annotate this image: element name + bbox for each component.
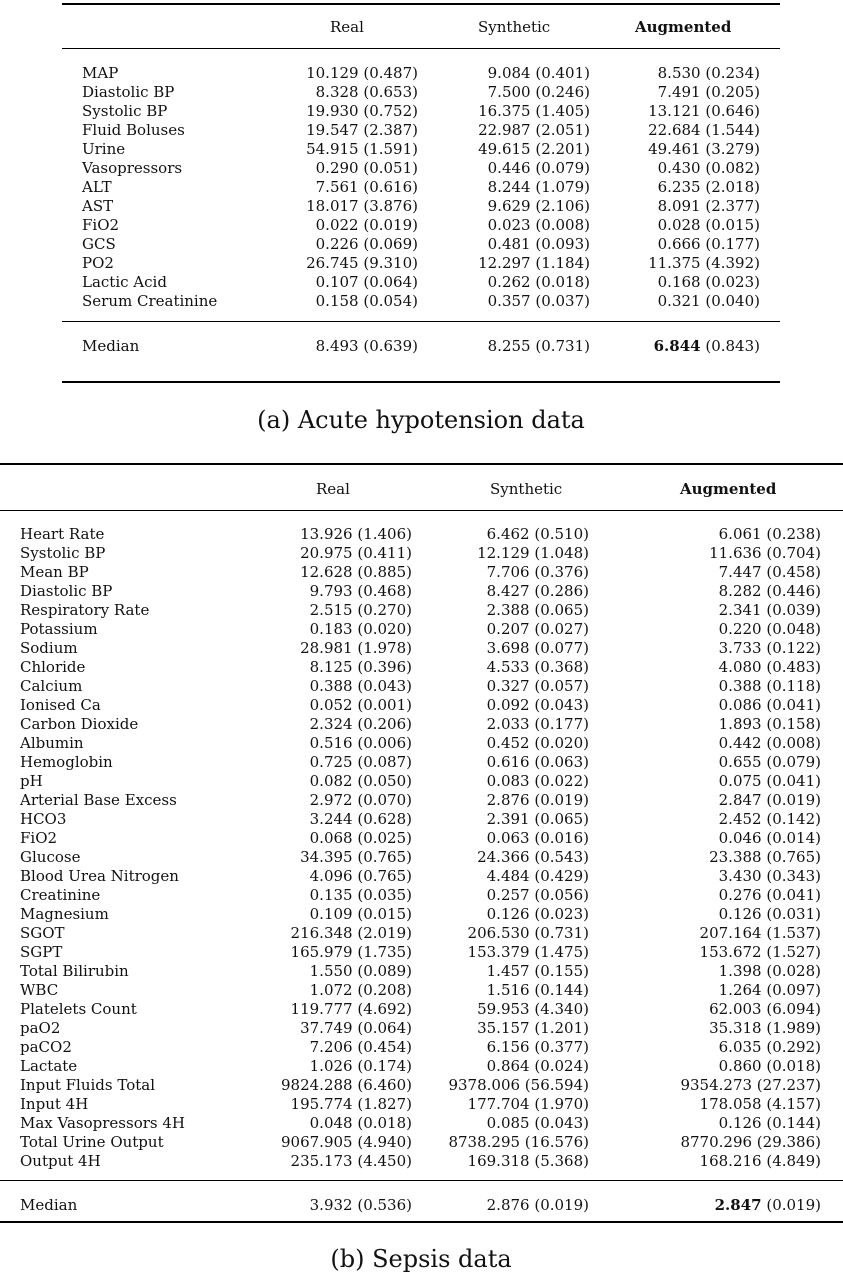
table-cell-real: 0.082 (0.050) [309, 772, 412, 790]
table-row-label: Systolic BP [20, 544, 106, 562]
table-cell-synthetic: 22.987 (2.051) [478, 121, 590, 139]
table-row-label: FiO2 [20, 829, 58, 847]
table-cell-synthetic: 9378.006 (56.594) [448, 1076, 589, 1094]
table-cell-synthetic: 12.297 (1.184) [478, 254, 590, 272]
table-row-label: paO2 [20, 1019, 61, 1037]
table-a-median-real: 8.493 (0.639) [315, 337, 418, 355]
table-cell-synthetic: 9.629 (2.106) [487, 197, 590, 215]
table-cell-real: 19.930 (0.752) [306, 102, 418, 120]
table-cell-augmented: 13.121 (0.646) [648, 102, 760, 120]
table-cell-synthetic: 153.379 (1.475) [467, 943, 589, 961]
table-row-label: Output 4H [20, 1152, 101, 1170]
table-cell-synthetic: 24.366 (0.543) [477, 848, 589, 866]
table-cell-augmented: 0.126 (0.031) [718, 905, 821, 923]
table-cell-real: 0.290 (0.051) [315, 159, 418, 177]
table-cell-synthetic: 0.023 (0.008) [487, 216, 590, 234]
table-cell-augmented: 22.684 (1.544) [648, 121, 760, 139]
table-row-label: Hemoglobin [20, 753, 113, 771]
table-cell-real: 1.072 (0.208) [309, 981, 412, 999]
table-cell-real: 216.348 (2.019) [290, 924, 412, 942]
table-b-header-augmented: Augmented [680, 480, 777, 498]
table-a-median-augmented [654, 337, 760, 356]
table-a-median-best-value: 6.844 [653, 337, 701, 355]
table-cell-synthetic: 49.615 (2.201) [478, 140, 590, 158]
table-cell-augmented: 23.388 (0.765) [709, 848, 821, 866]
table-b-top-rule [0, 463, 843, 465]
table-cell-augmented: 178.058 (4.157) [699, 1095, 821, 1113]
table-cell-synthetic: 0.864 (0.024) [486, 1057, 589, 1075]
table-cell-augmented: 0.126 (0.144) [718, 1114, 821, 1132]
table-cell-augmented: 8.091 (2.377) [657, 197, 760, 215]
table-row-label: SGOT [20, 924, 65, 942]
table-a-median-label: Median [82, 337, 140, 355]
table-b-median-synthetic: 2.876 (0.019) [486, 1196, 589, 1214]
table-cell-real: 2.515 (0.270) [309, 601, 412, 619]
table-cell-real: 8.328 (0.653) [315, 83, 418, 101]
table-cell-synthetic: 8.244 (1.079) [487, 178, 590, 196]
table-row-label: paCO2 [20, 1038, 72, 1056]
table-row-label: Glucose [20, 848, 81, 866]
table-cell-real: 119.777 (4.692) [290, 1000, 412, 1018]
table-cell-real: 12.628 (0.885) [300, 563, 412, 581]
table-cell-augmented: 7.447 (0.458) [718, 563, 821, 581]
table-a-caption: (a) Acute hypotension data [257, 406, 585, 434]
table-row-label: Platelets Count [20, 1000, 137, 1018]
table-row-label: SGPT [20, 943, 63, 961]
table-cell-synthetic: 0.085 (0.043) [486, 1114, 589, 1132]
table-cell-augmented: 1.893 (0.158) [718, 715, 821, 733]
table-cell-synthetic: 0.446 (0.079) [487, 159, 590, 177]
table-cell-augmented: 2.452 (0.142) [718, 810, 821, 828]
table-cell-augmented: 6.035 (0.292) [718, 1038, 821, 1056]
table-a-header-real: Real [330, 18, 364, 36]
table-row-label: Chloride [20, 658, 86, 676]
table-cell-synthetic: 0.083 (0.022) [486, 772, 589, 790]
table-cell-synthetic: 0.257 (0.056) [486, 886, 589, 904]
table-cell-augmented: 6.235 (2.018) [657, 178, 760, 196]
table-cell-augmented: 9354.273 (27.237) [680, 1076, 821, 1094]
table-row-label: Albumin [20, 734, 84, 752]
table-cell-real: 20.975 (0.411) [300, 544, 412, 562]
table-row-label: Magnesium [20, 905, 109, 923]
table-cell-real: 165.979 (1.735) [290, 943, 412, 961]
table-cell-augmented: 2.847 (0.019) [718, 791, 821, 809]
table-cell-real: 0.107 (0.064) [315, 273, 418, 291]
table-b-header-synthetic: Synthetic [490, 480, 563, 498]
table-cell-real: 26.745 (9.310) [306, 254, 418, 272]
table-row-label: Urine [82, 140, 126, 158]
table-cell-augmented: 4.080 (0.483) [718, 658, 821, 676]
table-b-median-best-value: 2.847 [714, 1196, 762, 1214]
table-cell-augmented: 0.220 (0.048) [718, 620, 821, 638]
table-cell-augmented: 0.655 (0.079) [718, 753, 821, 771]
table-cell-real: 34.395 (0.765) [300, 848, 412, 866]
table-cell-augmented: 168.216 (4.849) [699, 1152, 821, 1170]
table-a-median-synthetic: 8.255 (0.731) [487, 337, 590, 355]
table-cell-synthetic: 1.516 (0.144) [486, 981, 589, 999]
table-cell-real: 9824.288 (6.460) [281, 1076, 412, 1094]
table-b-mid-rule [0, 1180, 843, 1181]
table-cell-real: 0.725 (0.087) [309, 753, 412, 771]
table-cell-augmented: 3.733 (0.122) [718, 639, 821, 657]
table-cell-augmented: 11.375 (4.392) [648, 254, 760, 272]
table-row-label: Calcium [20, 677, 83, 695]
table-cell-augmented: 0.086 (0.041) [718, 696, 821, 714]
table-cell-real: 0.022 (0.019) [315, 216, 418, 234]
table-cell-augmented: 0.442 (0.008) [718, 734, 821, 752]
table-cell-synthetic: 0.357 (0.037) [487, 292, 590, 310]
table-row-label: Total Bilirubin [20, 962, 129, 980]
table-cell-real: 0.226 (0.069) [315, 235, 418, 253]
table-cell-real: 0.109 (0.015) [309, 905, 412, 923]
table-a-header-synthetic: Synthetic [478, 18, 551, 36]
table-cell-augmented: 1.264 (0.097) [718, 981, 821, 999]
table-cell-augmented: 0.168 (0.023) [657, 273, 760, 291]
table-cell-augmented: 49.461 (3.279) [648, 140, 760, 158]
table-cell-augmented: 0.321 (0.040) [657, 292, 760, 310]
table-cell-augmented: 62.003 (6.094) [709, 1000, 821, 1018]
table-cell-synthetic: 0.262 (0.018) [487, 273, 590, 291]
table-row-label: Input Fluids Total [20, 1076, 156, 1094]
table-cell-real: 18.017 (3.876) [306, 197, 418, 215]
table-cell-synthetic: 3.698 (0.077) [486, 639, 589, 657]
table-cell-real: 0.516 (0.006) [309, 734, 412, 752]
table-row-label: Potassium [20, 620, 98, 638]
table-cell-real: 195.774 (1.827) [290, 1095, 412, 1113]
table-a-header-augmented: Augmented [635, 18, 732, 36]
table-b-caption: (b) Sepsis data [330, 1245, 512, 1273]
table-cell-synthetic: 4.484 (0.429) [486, 867, 589, 885]
table-cell-real: 13.926 (1.406) [300, 525, 412, 543]
table-cell-synthetic: 35.157 (1.201) [477, 1019, 589, 1037]
table-row-label: Input 4H [20, 1095, 89, 1113]
table-b-median-real: 3.932 (0.536) [309, 1196, 412, 1214]
table-cell-synthetic: 9.084 (0.401) [487, 64, 590, 82]
table-cell-synthetic: 2.388 (0.065) [486, 601, 589, 619]
table-cell-synthetic: 0.452 (0.020) [486, 734, 589, 752]
table-row-label: MAP [82, 64, 119, 82]
table-cell-real: 10.129 (0.487) [306, 64, 418, 82]
table-row-label: Mean BP [20, 563, 89, 581]
table-cell-synthetic: 0.063 (0.016) [486, 829, 589, 847]
table-cell-synthetic: 4.533 (0.368) [486, 658, 589, 676]
table-cell-synthetic: 0.481 (0.093) [487, 235, 590, 253]
table-cell-synthetic: 206.530 (0.731) [467, 924, 589, 942]
table-row-label: Max Vasopressors 4H [20, 1114, 185, 1132]
table-row-label: Serum Creatinine [82, 292, 218, 310]
table-row-label: Heart Rate [20, 525, 105, 543]
table-row-label: FiO2 [82, 216, 120, 234]
table-cell-augmented: 207.164 (1.537) [699, 924, 821, 942]
table-cell-real: 7.561 (0.616) [315, 178, 418, 196]
table-cell-real: 0.048 (0.018) [309, 1114, 412, 1132]
table-cell-real: 7.206 (0.454) [309, 1038, 412, 1056]
table-cell-augmented: 3.430 (0.343) [718, 867, 821, 885]
table-cell-augmented: 0.430 (0.082) [657, 159, 760, 177]
table-cell-augmented: 153.672 (1.527) [699, 943, 821, 961]
table-cell-synthetic: 0.126 (0.023) [486, 905, 589, 923]
table-cell-real: 3.244 (0.628) [309, 810, 412, 828]
table-cell-synthetic: 0.092 (0.043) [486, 696, 589, 714]
table-cell-real: 9.793 (0.468) [309, 582, 412, 600]
table-a-header-rule [62, 48, 780, 49]
table-cell-synthetic: 169.318 (5.368) [467, 1152, 589, 1170]
table-row-label: pH [20, 772, 43, 790]
table-a-mid-rule [62, 321, 780, 322]
table-cell-real: 0.068 (0.025) [309, 829, 412, 847]
table-row-label: PO2 [82, 254, 114, 272]
table-cell-synthetic: 0.616 (0.063) [486, 753, 589, 771]
table-cell-synthetic: 6.462 (0.510) [486, 525, 589, 543]
table-cell-augmented: 8.530 (0.234) [657, 64, 760, 82]
table-cell-augmented: 8.282 (0.446) [718, 582, 821, 600]
table-cell-augmented: 6.061 (0.238) [718, 525, 821, 543]
table-row-label: Lactic Acid [82, 273, 167, 291]
table-a-top-rule [62, 3, 780, 5]
table-cell-augmented: 0.860 (0.018) [718, 1057, 821, 1075]
table-row-label: Diastolic BP [20, 582, 113, 600]
table-cell-synthetic: 177.704 (1.970) [467, 1095, 589, 1113]
table-row-label: Arterial Base Excess [20, 791, 177, 809]
table-b-bottom-rule [0, 1221, 843, 1223]
table-cell-augmented: 8770.296 (29.386) [680, 1133, 821, 1151]
table-row-label: Vasopressors [82, 159, 183, 177]
table-b-median-augmented [715, 1196, 821, 1215]
table-cell-augmented: 0.028 (0.015) [657, 216, 760, 234]
table-b-median-label: Median [20, 1196, 78, 1214]
table-cell-augmented: 0.075 (0.041) [718, 772, 821, 790]
table-cell-augmented: 0.388 (0.118) [718, 677, 821, 695]
table-cell-synthetic: 8.427 (0.286) [486, 582, 589, 600]
table-row-label: AST [82, 197, 114, 215]
table-row-label: ALT [82, 178, 112, 196]
table-cell-real: 28.981 (1.978) [300, 639, 412, 657]
table-cell-real: 1.550 (0.089) [309, 962, 412, 980]
table-cell-real: 54.915 (1.591) [306, 140, 418, 158]
table-cell-real: 1.026 (0.174) [309, 1057, 412, 1075]
table-row-label: Respiratory Rate [20, 601, 150, 619]
table-cell-real: 235.173 (4.450) [290, 1152, 412, 1170]
table-cell-synthetic: 0.207 (0.027) [486, 620, 589, 638]
table-cell-synthetic: 6.156 (0.377) [486, 1038, 589, 1056]
table-cell-augmented: 0.046 (0.014) [718, 829, 821, 847]
table-cell-real: 0.388 (0.043) [309, 677, 412, 695]
table-b-header-real: Real [316, 480, 350, 498]
table-cell-augmented: 11.636 (0.704) [709, 544, 821, 562]
table-cell-augmented: 7.491 (0.205) [657, 83, 760, 101]
table-a-median-best-std: (0.843) [700, 337, 760, 355]
table-row-label: Systolic BP [82, 102, 168, 120]
table-cell-real: 0.052 (0.001) [309, 696, 412, 714]
table-row-label: Sodium [20, 639, 78, 657]
table-row-label: HCO3 [20, 810, 67, 828]
table-row-label: Total Urine Output [20, 1133, 164, 1151]
table-cell-real: 8.125 (0.396) [309, 658, 412, 676]
table-cell-real: 37.749 (0.064) [300, 1019, 412, 1037]
table-cell-synthetic: 7.500 (0.246) [487, 83, 590, 101]
table-cell-synthetic: 12.129 (1.048) [477, 544, 589, 562]
table-cell-synthetic: 59.953 (4.340) [477, 1000, 589, 1018]
table-cell-synthetic: 1.457 (0.155) [486, 962, 589, 980]
table-row-label: Creatinine [20, 886, 101, 904]
table-cell-real: 0.135 (0.035) [309, 886, 412, 904]
table-cell-synthetic: 0.327 (0.057) [486, 677, 589, 695]
table-cell-real: 2.324 (0.206) [309, 715, 412, 733]
table-cell-real: 0.183 (0.020) [309, 620, 412, 638]
table-row-label: Lactate [20, 1057, 78, 1075]
table-cell-synthetic: 16.375 (1.405) [478, 102, 590, 120]
table-row-label: Fluid Boluses [82, 121, 185, 139]
table-b-median-best-std: (0.019) [761, 1196, 821, 1214]
table-cell-synthetic: 8738.295 (16.576) [448, 1133, 589, 1151]
table-b-header-rule [0, 510, 843, 511]
table-cell-synthetic: 2.391 (0.065) [486, 810, 589, 828]
table-row-label: GCS [82, 235, 116, 253]
table-cell-augmented: 1.398 (0.028) [718, 962, 821, 980]
table-row-label: WBC [20, 981, 59, 999]
table-row-label: Blood Urea Nitrogen [20, 867, 179, 885]
table-cell-synthetic: 7.706 (0.376) [486, 563, 589, 581]
table-cell-real: 2.972 (0.070) [309, 791, 412, 809]
table-cell-augmented: 35.318 (1.989) [709, 1019, 821, 1037]
table-cell-real: 0.158 (0.054) [315, 292, 418, 310]
table-cell-synthetic: 2.876 (0.019) [486, 791, 589, 809]
table-cell-real: 9067.905 (4.940) [281, 1133, 412, 1151]
table-cell-augmented: 0.666 (0.177) [657, 235, 760, 253]
table-row-label: Carbon Dioxide [20, 715, 139, 733]
table-row-label: Ionised Ca [20, 696, 101, 714]
table-row-label: Diastolic BP [82, 83, 175, 101]
table-cell-augmented: 2.341 (0.039) [718, 601, 821, 619]
table-cell-synthetic: 2.033 (0.177) [486, 715, 589, 733]
table-cell-real: 19.547 (2.387) [306, 121, 418, 139]
table-a-bottom-rule [62, 381, 780, 383]
table-cell-real: 4.096 (0.765) [309, 867, 412, 885]
table-cell-augmented: 0.276 (0.041) [718, 886, 821, 904]
